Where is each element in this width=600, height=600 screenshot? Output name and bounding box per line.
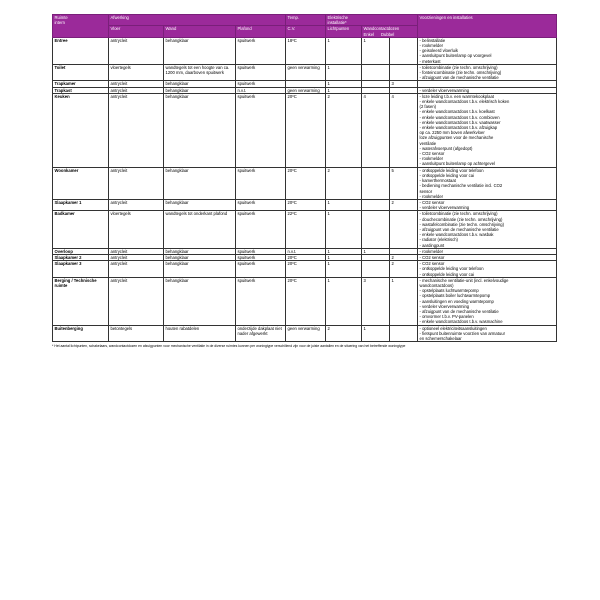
provision-item: - ontkoppelde leiding voor telefoon bbox=[419, 167, 484, 173]
provision-item: - enkele wandcontactdoos t.b.v. vaatwasser bbox=[419, 119, 501, 125]
wall-cell: wandtegels tot onderkant plafond bbox=[164, 211, 236, 248]
double-socket-cell: 5 bbox=[390, 167, 418, 199]
room-cell: Buitenberging bbox=[53, 325, 109, 342]
floor-cell: vloertegels bbox=[109, 211, 164, 248]
provision-item: - afzuigpunt van de mechanische ventilatie bbox=[419, 308, 499, 314]
provisions-list bbox=[420, 88, 555, 93]
header-electrical: Elektrische installatie* bbox=[326, 15, 418, 26]
wall-cell: behangklaar bbox=[164, 93, 236, 167]
provision-item: - wastafelcombinatie (zie techn. omschrijving) bbox=[419, 221, 505, 227]
provisions-list bbox=[420, 255, 555, 260]
floor-cell: antrycleit bbox=[109, 81, 164, 87]
provision-item: - geisoleerd vloerluik bbox=[419, 48, 458, 54]
lightpoints-cell: 1 bbox=[326, 254, 362, 260]
provision-item: - afzuigpunt van de mechanische ventilatie bbox=[419, 226, 499, 232]
double-socket-cell: 2 bbox=[390, 199, 418, 210]
provision-item: (2 fasen) bbox=[419, 104, 437, 110]
provision-item: - ontkoppelde leiding voor cai bbox=[419, 271, 475, 277]
header-room: Ruimte intern bbox=[53, 15, 109, 38]
room-cell: Trapkamer bbox=[53, 81, 109, 87]
provision-item: - belinstallatie bbox=[419, 37, 446, 43]
provision-item: - enkele wandcontactdoos t.b.v. koelkast bbox=[419, 109, 495, 115]
provision-item: ventilatie bbox=[419, 140, 437, 146]
lightpoints-cell: 1 bbox=[326, 81, 362, 87]
provisions-cell bbox=[418, 325, 557, 342]
provisions-list bbox=[420, 211, 555, 247]
single-socket-cell bbox=[362, 261, 390, 278]
temperature-cell: 20ºC bbox=[286, 277, 326, 325]
ceiling-cell: spuitwerk bbox=[236, 248, 286, 254]
provision-item: - opstelplaats luchtwarmtepomp bbox=[419, 288, 479, 294]
provision-item: - mechanische ventilatie-unit (incl. enkelvoudige bbox=[419, 277, 509, 283]
provisions-cell bbox=[418, 261, 557, 278]
provision-item: - opstelplaats boiler luchtwarmtepomp bbox=[419, 293, 491, 299]
header-floor: Vloer bbox=[109, 26, 164, 37]
header-ceiling: Plafond bbox=[236, 26, 286, 37]
provisions-list bbox=[420, 261, 555, 277]
provision-item: - kamerthermostaat bbox=[419, 178, 456, 184]
provision-item: - aansluitpunt buitenlamp op voorgevel bbox=[419, 53, 492, 59]
provision-item: - aansluitingen en voeding warmtepomp bbox=[419, 298, 494, 304]
provisions-list bbox=[420, 38, 555, 64]
provision-item: - CO2 sensor bbox=[419, 261, 445, 267]
wall-cell: behangklaar bbox=[164, 248, 236, 254]
ceiling-cell: spuitwerk bbox=[236, 37, 286, 64]
provision-item: - fietspunt buitenruimte voorzien van armatuur bbox=[419, 330, 505, 336]
table-row bbox=[53, 64, 557, 81]
provision-item: en schemerschakelaar bbox=[419, 335, 462, 341]
provisions-cell bbox=[418, 211, 557, 248]
wall-cell: behangklaar bbox=[164, 277, 236, 325]
lightpoints-cell: 1 bbox=[326, 261, 362, 278]
provision-item: - ontkoppelde leiding voor telefoon bbox=[419, 266, 484, 272]
temperature-cell: geen verwarming bbox=[286, 64, 326, 81]
provision-item: - toiletcombinatie (zie techn. omschrijving) bbox=[419, 211, 498, 217]
provision-item: - radiator (elektrisch) bbox=[419, 237, 458, 243]
provision-item: - rookmelder bbox=[419, 193, 444, 199]
provision-item: - omvormer t.b.v. PV-panelen bbox=[419, 314, 474, 320]
provision-item: - rookmelder bbox=[419, 248, 444, 254]
provisions-list bbox=[420, 249, 555, 254]
provisions-list bbox=[420, 278, 555, 325]
ceiling-cell: spuitwerk bbox=[236, 64, 286, 81]
provision-item: - meterkast bbox=[419, 58, 441, 64]
floor-cell: vloertegels bbox=[109, 64, 164, 81]
header-provisions: Voorzieningen en installaties bbox=[418, 15, 557, 38]
wall-cell: behangklaar bbox=[164, 254, 236, 260]
temperature-cell: n.v.t. bbox=[286, 248, 326, 254]
double-socket-cell: 2 bbox=[390, 254, 418, 260]
provision-item: - enkele wandcontactdoos t.b.v. wasbak bbox=[419, 232, 494, 238]
ceiling-cell: spuitwerk bbox=[236, 93, 286, 167]
provisions-list bbox=[420, 326, 555, 342]
wall-cell: behangklaar bbox=[164, 37, 236, 64]
floor-cell: antrycleit bbox=[109, 261, 164, 278]
floor-cell: antrycleit bbox=[109, 248, 164, 254]
wall-cell: houten rabatdelen bbox=[164, 325, 236, 342]
temperature-cell: 22ºC bbox=[286, 211, 326, 248]
double-socket-cell: 4 bbox=[390, 93, 418, 167]
room-cell: Woonkamer bbox=[53, 167, 109, 199]
header-finish: Afwerking bbox=[109, 15, 286, 26]
floor-cell: antrycleit bbox=[109, 87, 164, 93]
provision-item: - afzuigpunt van de mechanische ventilatie bbox=[419, 75, 499, 81]
room-cell: Berging / Technische ruimte bbox=[53, 277, 109, 325]
provision-item: wandcontactdoos) bbox=[419, 282, 454, 288]
provision-item: - fonteincombinatie (zie techn. omschrijving) bbox=[419, 70, 502, 76]
provision-item: - waterafvoerpunt (afgedopt) bbox=[419, 145, 473, 151]
temperature-cell: 18ºC bbox=[286, 37, 326, 64]
provisions-cell bbox=[418, 64, 557, 81]
provisions-list bbox=[420, 168, 555, 199]
lightpoints-cell: 1 bbox=[326, 199, 362, 210]
ceiling-cell: spuitwerk bbox=[236, 277, 286, 325]
provision-item: - CO2 sensor bbox=[419, 254, 445, 260]
room-cell: Trapkast bbox=[53, 87, 109, 93]
table-row bbox=[53, 261, 557, 278]
temperature-cell: 20ºC bbox=[286, 261, 326, 278]
single-socket-cell: 3 bbox=[362, 277, 390, 325]
provision-item: - CO2 sensor bbox=[419, 151, 445, 157]
header-cv: C.V. bbox=[286, 26, 326, 37]
provision-item: - toiletcombinatie (zie techn. omschrijving) bbox=[419, 64, 498, 70]
provisions-list bbox=[420, 200, 555, 210]
provision-item: - enkele wandcontactdoos t.b.v. combioven bbox=[419, 114, 500, 120]
provision-item: - optioneel elektriciteitsaansluitingen bbox=[419, 325, 487, 331]
table-body bbox=[53, 37, 557, 341]
provisions-list bbox=[420, 65, 555, 81]
ceiling-cell: spuitwerk bbox=[236, 254, 286, 260]
room-finish-table bbox=[52, 14, 557, 342]
table-row bbox=[53, 277, 557, 325]
floor-cell: antrycleit bbox=[109, 93, 164, 167]
provision-item: - ontkoppelde leiding voor cai bbox=[419, 172, 475, 178]
ceiling-cell: spuitwerk bbox=[236, 261, 286, 278]
double-socket-cell: 3 bbox=[390, 81, 418, 87]
lightpoints-cell: 2 bbox=[326, 93, 362, 167]
floor-cell: antrycleit bbox=[109, 167, 164, 199]
room-cell: Slaapkamer 1 bbox=[53, 199, 109, 210]
header-lightpoints: Lichtpunten bbox=[326, 26, 362, 37]
double-socket-cell bbox=[390, 37, 418, 64]
floor-cell: antrycleit bbox=[109, 277, 164, 325]
wall-cell: wandtegels tot een hoogte van ca. 1200 mm, daarboven spuitwerk bbox=[164, 64, 236, 81]
table-row bbox=[53, 325, 557, 342]
provision-item: loze afzuigpunten voor de mechanische bbox=[419, 135, 494, 141]
wall-cell: behangklaar bbox=[164, 81, 236, 87]
room-cell: Slaapkamer 2 bbox=[53, 254, 109, 260]
double-socket-cell: 1 bbox=[390, 277, 418, 325]
room-cell: Entree bbox=[53, 37, 109, 64]
wall-cell: behangklaar bbox=[164, 167, 236, 199]
table-row bbox=[53, 37, 557, 64]
ceiling-cell: n.v.t. bbox=[236, 87, 286, 93]
ceiling-cell: spuitwerk bbox=[236, 167, 286, 199]
ceiling-cell: spuitwerk bbox=[236, 81, 286, 87]
wall-cell: behangklaar bbox=[164, 87, 236, 93]
document-page bbox=[52, 14, 556, 348]
lightpoints-cell: 1 bbox=[326, 211, 362, 248]
floor-cell: betontegels bbox=[109, 325, 164, 342]
single-socket-cell: 1 bbox=[362, 248, 390, 254]
room-cell: Keuken bbox=[53, 93, 109, 167]
single-socket-cell: 1 bbox=[362, 37, 390, 64]
lightpoints-cell: 1 bbox=[326, 37, 362, 64]
provisions-cell bbox=[418, 199, 557, 210]
double-socket-cell bbox=[390, 64, 418, 81]
double-socket-cell bbox=[390, 211, 418, 248]
floor-cell: antrycleit bbox=[109, 37, 164, 64]
single-socket-cell bbox=[362, 211, 390, 248]
temperature-cell: 20ºC bbox=[286, 254, 326, 260]
provision-item: - verdeler vloerverwarming bbox=[419, 87, 470, 93]
provisions-cell bbox=[418, 37, 557, 64]
provision-item: - rookmelder bbox=[419, 43, 444, 49]
provision-item: - loze leiding t.b.v. een warmtekookplaat bbox=[419, 93, 494, 99]
lightpoints-cell: 1 bbox=[326, 248, 362, 254]
table-row bbox=[53, 199, 557, 210]
provision-item: - enkele wandcontactdoos t.b.v. wasmachine bbox=[419, 319, 503, 325]
provision-item: - aansluitpunt buitenlamp op achtergevel bbox=[419, 161, 495, 167]
provision-item: - enkele wandcontactdoos t.b.v. elektrisch koken bbox=[419, 99, 510, 105]
footnote: * Het aantal lichtpunten, schakelaars, wandcontactdozen en afzuigpunten voor mechanische ventilatie in de diverse ruimtes kunnen per woningtype verschillend zijn voor de juiste aantallen en de situering van het betreffende woningtype bbox=[52, 344, 406, 349]
single-socket-cell bbox=[362, 199, 390, 210]
wall-cell: behangklaar bbox=[164, 199, 236, 210]
temperature-cell: geen verwarming bbox=[286, 87, 326, 93]
room-cell: Overloop bbox=[53, 248, 109, 254]
header-sockets: Wandcontactdozen Enkel Dubbel bbox=[362, 26, 418, 37]
room-cell: Toilet bbox=[53, 64, 109, 81]
double-socket-cell: 2 bbox=[390, 261, 418, 278]
wall-cell: behangklaar bbox=[164, 261, 236, 278]
provisions-cell bbox=[418, 167, 557, 199]
provision-item: - CO2 sensor bbox=[419, 199, 445, 205]
provision-item: - bediening mechanische ventilatie incl. CO2 bbox=[419, 183, 503, 189]
room-cell: Slaapkamer 3 bbox=[53, 261, 109, 278]
provision-item: - verdeler vloerverwarming bbox=[419, 303, 470, 309]
provisions-cell bbox=[418, 93, 557, 167]
lightpoints-cell: 1 bbox=[326, 64, 362, 81]
provision-item: op ca. 2250 mm boven afwerkvloer bbox=[419, 130, 485, 136]
floor-cell: antrycleit bbox=[109, 254, 164, 260]
temperature-cell: geen verwarming bbox=[286, 325, 326, 342]
single-socket-cell: 4 bbox=[362, 93, 390, 167]
provision-item: - verdeler vloerverwarming bbox=[419, 205, 470, 211]
provisions-cell bbox=[418, 277, 557, 325]
single-socket-cell bbox=[362, 167, 390, 199]
table-header bbox=[53, 15, 557, 38]
single-socket-cell: 1 bbox=[362, 325, 390, 342]
provisions-list bbox=[420, 94, 555, 167]
temperature-cell: 20ºC bbox=[286, 93, 326, 167]
provision-item: sensor bbox=[419, 188, 433, 194]
room-cell: Badkamer bbox=[53, 211, 109, 248]
lightpoints-cell: 2 bbox=[326, 325, 362, 342]
temperature-cell: 20ºC bbox=[286, 199, 326, 210]
ceiling-cell: spuitwerk bbox=[236, 211, 286, 248]
provision-item: - aardingpunt bbox=[419, 242, 445, 248]
provision-item: - douchecombinatie (zie techn. omschrijving) bbox=[419, 216, 503, 222]
floor-cell: antrycleit bbox=[109, 199, 164, 210]
header-wall: Wand bbox=[164, 26, 236, 37]
temperature-cell: 20ºC bbox=[286, 167, 326, 199]
header-temp: Temp. bbox=[286, 15, 326, 26]
table-row bbox=[53, 93, 557, 167]
table-row bbox=[53, 167, 557, 199]
lightpoints-cell: 2 bbox=[326, 167, 362, 199]
double-socket-cell bbox=[390, 325, 418, 342]
lightpoints-cell: 1 bbox=[326, 277, 362, 325]
table-row bbox=[53, 211, 557, 248]
single-socket-cell bbox=[362, 64, 390, 81]
ceiling-cell: spuitwerk bbox=[236, 199, 286, 210]
provision-item: - rookmelder bbox=[419, 156, 444, 162]
lightpoints-cell: 1 bbox=[326, 87, 362, 93]
provision-item: - enkele wandcontactdoos t.b.v. afzuigkap bbox=[419, 125, 498, 131]
ceiling-cell: onderzijde dakplaat niet nader afgewerkt bbox=[236, 325, 286, 342]
